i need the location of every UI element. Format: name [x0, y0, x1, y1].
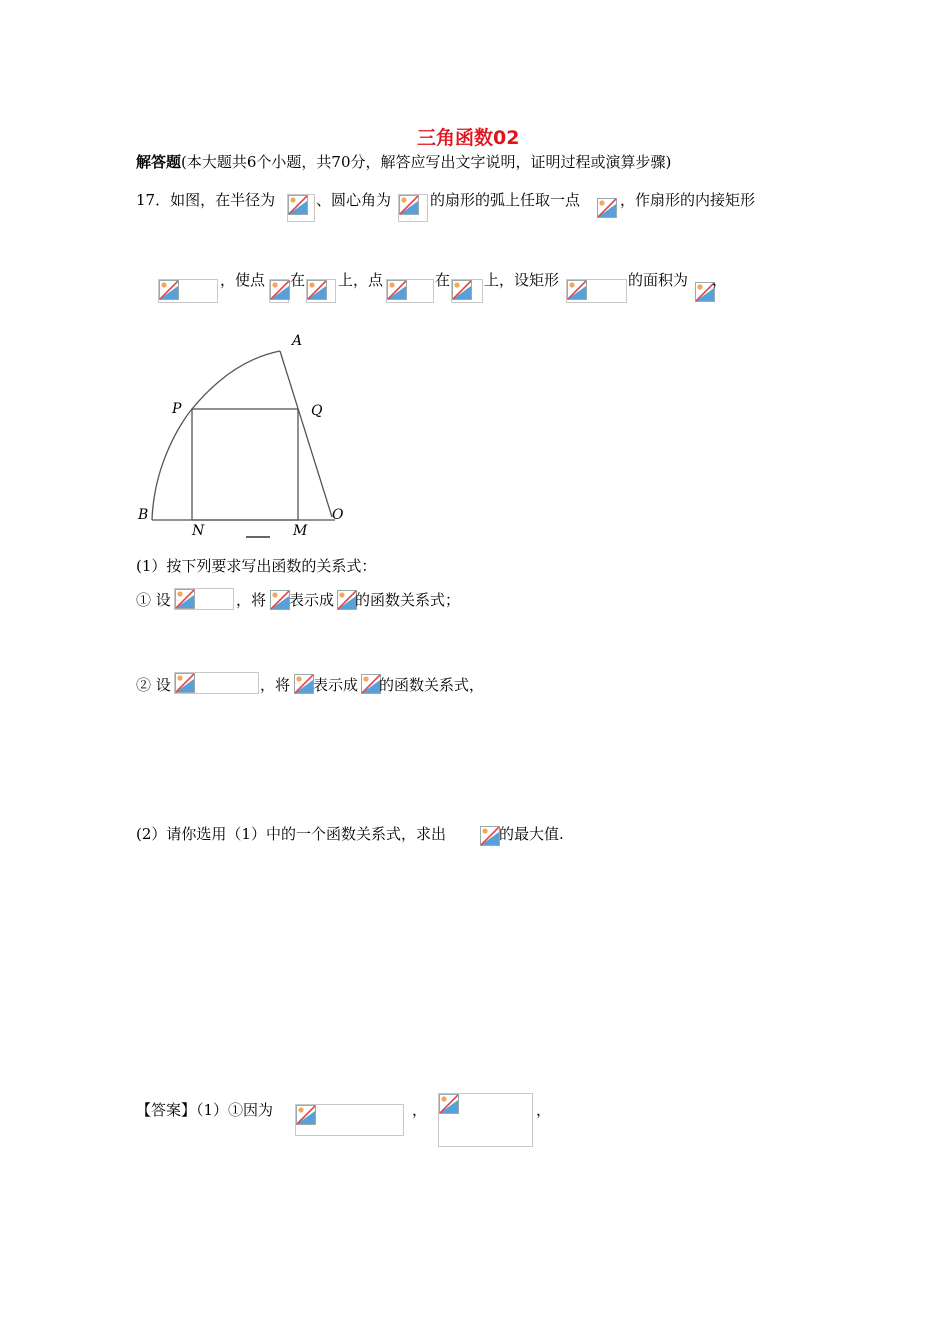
problem-line-2-e: 上，设矩形	[484, 271, 560, 289]
problem-line-1-c: 的扇形的弧上任取一点	[430, 191, 581, 209]
broken-image-icon	[361, 674, 381, 694]
part1-item2-a: ② 设	[136, 676, 171, 694]
formula-image-segment-1	[306, 279, 336, 303]
broken-image-icon	[597, 198, 617, 218]
broken-image-icon	[175, 589, 195, 609]
broken-image-icon	[387, 280, 407, 300]
part1-item1-a: ① 设	[136, 591, 171, 609]
problem-line-2-f: 的面积为	[628, 271, 689, 289]
broken-image-icon	[288, 195, 308, 215]
formula-image-point-p	[597, 198, 617, 218]
broken-image-icon	[439, 1094, 459, 1114]
part2-b: 的最大值.	[499, 825, 564, 843]
problem-line-2-a: ，使点	[220, 271, 266, 289]
label-p: P	[172, 401, 182, 417]
label-m: M	[293, 523, 308, 539]
broken-image-icon	[399, 195, 419, 215]
problem-line-2-d: 在	[435, 271, 451, 289]
formula-image-item1-x	[337, 590, 355, 610]
part2-a: (2）请你选用（1）中的一个函数关系式，求出	[136, 825, 446, 843]
part1-item1-c: 表示成	[289, 591, 335, 609]
part1-intro: (1）按下列要求写出函数的关系式：	[136, 557, 377, 575]
formula-image-rectangle	[158, 279, 218, 303]
problem-line-2-c: 上，点	[338, 271, 384, 289]
label-a: A	[292, 333, 303, 349]
broken-image-icon	[480, 826, 500, 846]
broken-image-icon	[270, 280, 290, 300]
section-note: (本大题共6个小题，共70分，解答应写出文字说明，证明过程或演算步骤)	[181, 153, 672, 171]
formula-image-part2-s	[480, 826, 498, 846]
formula-image-radius	[287, 194, 315, 222]
broken-image-icon	[452, 280, 472, 300]
inscribed-rectangle	[192, 409, 298, 520]
broken-image-icon	[175, 673, 195, 693]
radius-oa	[280, 351, 332, 517]
formula-image-item2-s	[294, 674, 312, 694]
formula-image-item1-var	[174, 588, 234, 610]
answer-c: ，	[536, 1101, 552, 1119]
formula-image-segment-2	[451, 279, 483, 303]
label-o: O	[332, 507, 344, 523]
page-title: 三角函数02	[417, 127, 520, 149]
part1-item1-b: ，将	[236, 591, 267, 609]
broken-image-icon	[337, 590, 357, 610]
problem-line-1-d: ，作扇形的内接矩形	[620, 191, 756, 209]
part1-item2-b: ，将	[260, 676, 291, 694]
formula-image-item2-theta	[361, 674, 379, 694]
label-n: N	[192, 523, 205, 539]
section-heading: 解答题	[136, 153, 182, 171]
formula-image-answer-1	[295, 1104, 404, 1136]
problem-line-1-a: 17．如图，在半径为	[136, 191, 276, 209]
part1-item2-c: 表示成	[313, 676, 359, 694]
formula-image-rectangle-2	[566, 279, 627, 303]
problem-line-2-g: ，	[712, 271, 728, 289]
broken-image-icon	[296, 1105, 316, 1125]
formula-image-answer-2	[438, 1093, 533, 1147]
problem-line-1-b: 、圆心角为	[316, 191, 392, 209]
broken-image-icon	[567, 280, 587, 300]
formula-image-item1-s	[270, 590, 288, 610]
part1-item1-d: 的函数关系式；	[355, 591, 461, 609]
part1-item2-d: 的函数关系式，	[379, 676, 485, 694]
sector-arc	[152, 351, 280, 520]
broken-image-icon	[159, 280, 179, 300]
formula-image-point-2	[386, 279, 434, 303]
sector-figure	[130, 325, 360, 545]
broken-image-icon	[307, 280, 327, 300]
formula-image-item2-var	[174, 672, 259, 694]
section-header	[136, 152, 671, 172]
label-b: B	[138, 507, 149, 523]
formula-image-angle	[398, 194, 428, 222]
formula-image-point-1	[269, 279, 289, 303]
broken-image-icon	[294, 674, 314, 694]
problem-line-2-b: 在	[290, 271, 306, 289]
broken-image-icon	[270, 590, 290, 610]
answer-b: ，	[412, 1101, 428, 1119]
label-q: Q	[311, 403, 323, 419]
answer-a: 【答案】（1）①因为	[136, 1101, 274, 1119]
